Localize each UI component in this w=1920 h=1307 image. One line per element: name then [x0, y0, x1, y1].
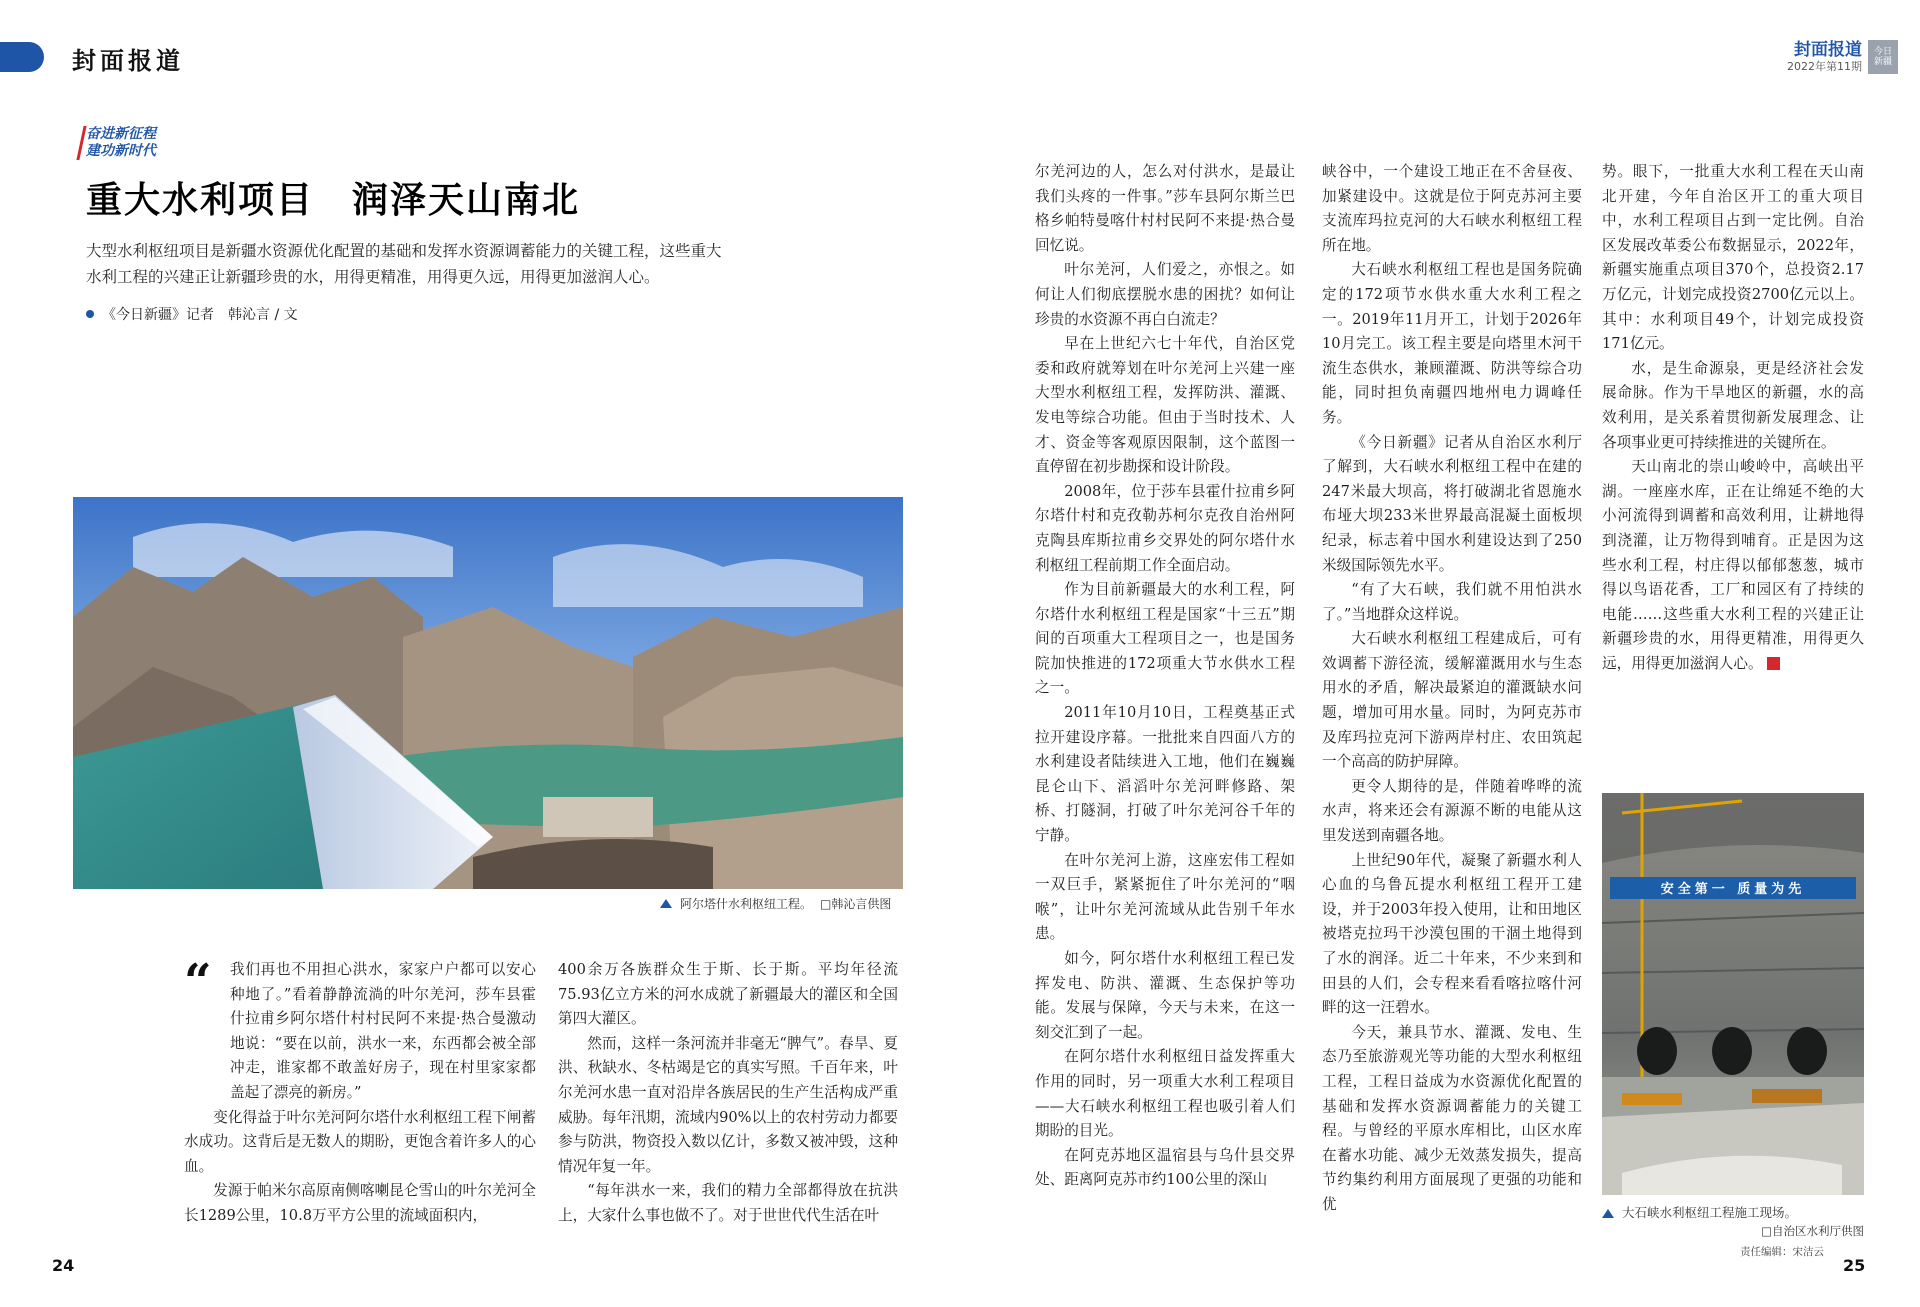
paragraph: 2011年10月10日，工程奠基正式拉开建设序幕。一批批来自四面八方的水利建设者陆续进入工地，他们在巍巍昆仑山下、滔滔叶尔羌河畔修路、架桥、打隧洞，打破了叶尔羌河谷千年的宁静。 — [1035, 704, 1295, 845]
article-byline — [86, 304, 298, 324]
paragraph — [1602, 455, 1864, 676]
byline-text: 《今日新疆》记者 韩沁言 / 文 — [102, 307, 298, 323]
byline-dot-icon — [86, 310, 94, 318]
paragraph: 作为目前新疆最大的水利工程，阿尔塔什水利枢纽工程是国家“十三五”期间的百项重大工程项目之一，也是国务院加快推进的172项重大节水供水工程之一。 — [1035, 581, 1295, 697]
paragraph: 在阿尔塔什水利枢纽日益发挥重大作用的同时，另一项重大水利工程项目——大石峡水利枢纽工程也吸引着人们期盼的目光。 — [1035, 1048, 1295, 1140]
paragraph: 变化得益于叶尔羌河阿尔塔什水利枢纽工程下闸蓄水成功。这背后是无数人的期盼，更饱含着许多人的心血。 — [184, 1108, 536, 1175]
paragraph: 峡谷中，一个建设工地正在不舍昼夜、加紧建设中。这就是位于阿克苏河主要支流库玛拉克河的大石峡水利枢纽工程所在地。 — [1322, 163, 1582, 254]
paragraph: 2008年，位于莎车县霍什拉甫乡阿尔塔什村和克孜勒苏柯尔克孜自治州阿克陶县库斯拉甫乡交界处的阿尔塔什水利枢纽工程前期工作全面启动。 — [1035, 482, 1295, 574]
construction-caption-row — [1602, 1204, 1864, 1222]
construction-photo — [1602, 793, 1864, 1195]
paragraph: 400余万各族群众生于斯、长于斯。平均年径流75.93亿立方米的河水成就了新疆最大的灌区和全国第四大灌区。 — [558, 961, 898, 1028]
paragraph: “每年洪水一来，我们的精力全部都得放在抗洪上，大家什么事也做不了。对于世世代代生活在叶 — [558, 1182, 898, 1224]
responsible-editor: 责任编辑：宋洁云 — [1740, 1246, 1824, 1258]
paragraph: 今天，兼具节水、灌溉、发电、生态乃至旅游观光等功能的大型水利枢纽工程，工程日益成为水资源优化配置的基础和发挥水资源调蓄能力的关键工程。与曾经的平原水库相比，山区水库在蓄水功能、减少无效蒸发损失，提高节约集约利用方面展现了更强的功能和优 — [1322, 1023, 1582, 1213]
body-column-5 — [1602, 160, 1864, 676]
paragraph: 上世纪90年代，凝聚了新疆水利人心血的乌鲁瓦提水利枢纽工程开工建设，并于2003年投入使用，让和田地区被塔克拉玛干沙漠包围的干涸土地得到了水的润泽。近二十年来，不少来到和田县的人们，会专程来看看喀拉喀什河畔的这一汪碧水。 — [1322, 851, 1582, 1017]
paragraph: 早在上世纪六七十年代，自治区党委和政府就筹划在叶尔羌河上兴建一座大型水利枢纽工程，发挥防洪、灌溉、发电等综合功能。但由于当时技术、人才、资金等客观原因限制，这个蓝图一直停留在初步勘探和设计阶段。 — [1035, 335, 1295, 476]
body-column-4 — [1322, 160, 1582, 1218]
end-mark-icon — [1767, 657, 1780, 670]
paragraph: 叶尔羌河，人们爱之，亦恨之。如何让人们彻底摆脱水患的困扰？如何让珍贵的水资源不再白白流走？ — [1035, 261, 1295, 328]
page-number-right: 25 — [1843, 1256, 1866, 1275]
masthead-issue: 2022年第11期 — [1787, 60, 1862, 73]
final-paragraph-text: 天山南北的崇山峻岭中，高峡出平湖。一座座水库，正在让绵延不绝的大小河流得到调蓄和高效利用，让耕地得到浇灌，让万物得到哺育。正是因为这些水利工程，村庄得以郁郁葱葱，城市得以鸟语花香，工厂和园区有了持续的电能……这些重大水利工程的兴建正让新疆珍贵的水，用得更精准，用得更久远，用得更加滋润人心。 — [1602, 458, 1864, 672]
caption-triangle-icon — [660, 899, 672, 908]
masthead-logo: 今日新疆 — [1868, 40, 1898, 74]
paragraph: 如今，阿尔塔什水利枢纽工程已发挥发电、防洪、灌溉、生态保护等功能。发展与保障，今天与未来，在这一刻交汇到了一起。 — [1035, 950, 1295, 1041]
masthead-name: 封面报道 — [1794, 40, 1862, 60]
section-label: 封面报道 — [72, 47, 184, 75]
paragraph: 在阿克苏地区温宿县与乌什县交界处、距离阿克苏市约100公里的深山 — [1035, 1146, 1295, 1189]
body-column-3 — [1035, 160, 1295, 1193]
dam-photo — [73, 497, 903, 889]
paragraph: 大石峡水利枢纽工程也是国务院确定的172项节水供水重大水利工程之一。2019年11月开工，计划于2026年10月完工。该工程主要是向塔里木河干流生态供水，兼顾灌溉、防洪等综合功能，同时担负南疆四地州电力调峰任务。 — [1322, 261, 1582, 426]
paragraph: 大石峡水利枢纽工程建成后，可有效调蓄下游径流，缓解灌溉用水与生态用水的矛盾，解决最紧迫的灌溉缺水问题，增加可用水量。同时，为阿克苏市及库玛拉克河下游两岸村庄、农田筑起一个高高的防护屏障。 — [1322, 630, 1582, 771]
construction-caption-text: 大石峡水利枢纽工程施工现场。 — [1622, 1205, 1798, 1220]
paragraph: 水，是生命源泉，更是经济社会发展命脉。作为干旱地区的新疆，水的高效利用，是关系着贯彻新发展理念、让各项事业更可持续推进的关键所在。 — [1602, 359, 1864, 451]
paragraph: 在叶尔羌河上游，这座宏伟工程如一双巨手，紧紧扼住了叶尔羌河的“咽喉”，让叶尔羌河流域从此告别千年水患。 — [1035, 851, 1295, 943]
paragraph: 更令人期待的是，伴随着哗哗的流水声，将来还会有源源不断的电能从这里发送到南疆各地。 — [1322, 777, 1582, 845]
construction-photo-caption — [1602, 1204, 1864, 1240]
body-column-1 — [184, 954, 536, 1229]
paragraph: 《今日新疆》记者从自治区水利厅了解到，大石峡水利枢纽工程中在建的247米最大坝高，将打破湖北省恩施水布垭大坝233米世界最高混凝土面板坝纪录，标志着中国水利建设达到了250米级国际领先水平。 — [1322, 433, 1582, 574]
paragraph: 然而，这样一条河流并非毫无“脾气”。春旱、夏洪、秋缺水、冬枯竭是它的真实写照。千百年来，叶尔羌河水患一直对沿岸各族居民的生产生活构成严重威胁。每年汛期，流域内90%以上的农村劳动力都要参与防洪，物资投入数以亿计，多数又被冲毁，这种情况年复一年。 — [558, 1034, 898, 1175]
paragraph: 发源于帕米尔高原南侧喀喇昆仑雪山的叶尔羌河全长1289公里，10.8万平方公里的流域面积内， — [184, 1182, 536, 1224]
paragraph: 势。眼下，一批重大水利工程在天山南北开建，今年自治区开工的重大项目中，水利工程项目占到一定比例。自治区发展改革委公布数据显示，2022年，新疆实施重点项目370个，总投资2.17万亿元，计划完成投资2700亿元以上。其中：水利项目49个，计划完成投资171亿元。 — [1602, 163, 1864, 353]
dam-photo-illustration — [73, 497, 903, 889]
masthead — [1787, 40, 1898, 74]
construction-photo-credit: □自治区水利厅供图 — [1761, 1224, 1864, 1238]
masthead-text — [1787, 40, 1862, 73]
paragraph: “有了大石峡，我们就不用怕洪水了。”当地群众这样说。 — [1322, 581, 1582, 623]
slogan-line-1: 奋进新征程 — [86, 126, 156, 142]
page-number-left: 24 — [52, 1256, 75, 1275]
slogan-line-2: 建功新时代 — [86, 143, 156, 159]
dam-photo-caption — [660, 895, 891, 912]
header-accent-bar — [0, 42, 44, 72]
body-column-2 — [558, 958, 898, 1229]
slogan — [86, 126, 156, 160]
article-headline: 重大水利项目 润泽天山南北 — [86, 180, 581, 221]
quote-mark-icon: “ — [184, 954, 212, 1010]
construction-banner-text: 安全第一 质量为先 — [1660, 882, 1806, 897]
article-lede: 大型水利枢纽项目是新疆水资源优化配置的基础和发挥水资源调蓄能力的关键工程，这些重大水利工程的兴建正让新疆珍贵的水，用得更精准，用得更久远，用得更加滋润人心。 — [86, 242, 722, 286]
construction-photo-illustration — [1602, 793, 1864, 1195]
dam-photo-caption-text: 阿尔塔什水利枢纽工程。 — [680, 897, 813, 911]
paragraph: 尔羌河边的人，怎么对付洪水，是最让我们头疼的一件事。”莎车县阿尔斯兰巴格乡帕特曼喀什村村民阿不来提·热合曼回忆说。 — [1035, 163, 1295, 254]
caption-triangle-icon — [1602, 1209, 1614, 1218]
dam-photo-credit: □韩沁言供图 — [820, 897, 892, 911]
paragraph: 我们再也不用担心洪水，家家户户都可以安心种地了。”看着静静流淌的叶尔羌河，莎车县霍什拉甫乡阿尔塔什村村民阿不来提·热合曼激动地说：“要在以前，洪水一来，东西都会被全部冲走，谁家都不敢盖好房子，现在村里家家都盖起了漂亮的新房。” — [230, 961, 536, 1101]
